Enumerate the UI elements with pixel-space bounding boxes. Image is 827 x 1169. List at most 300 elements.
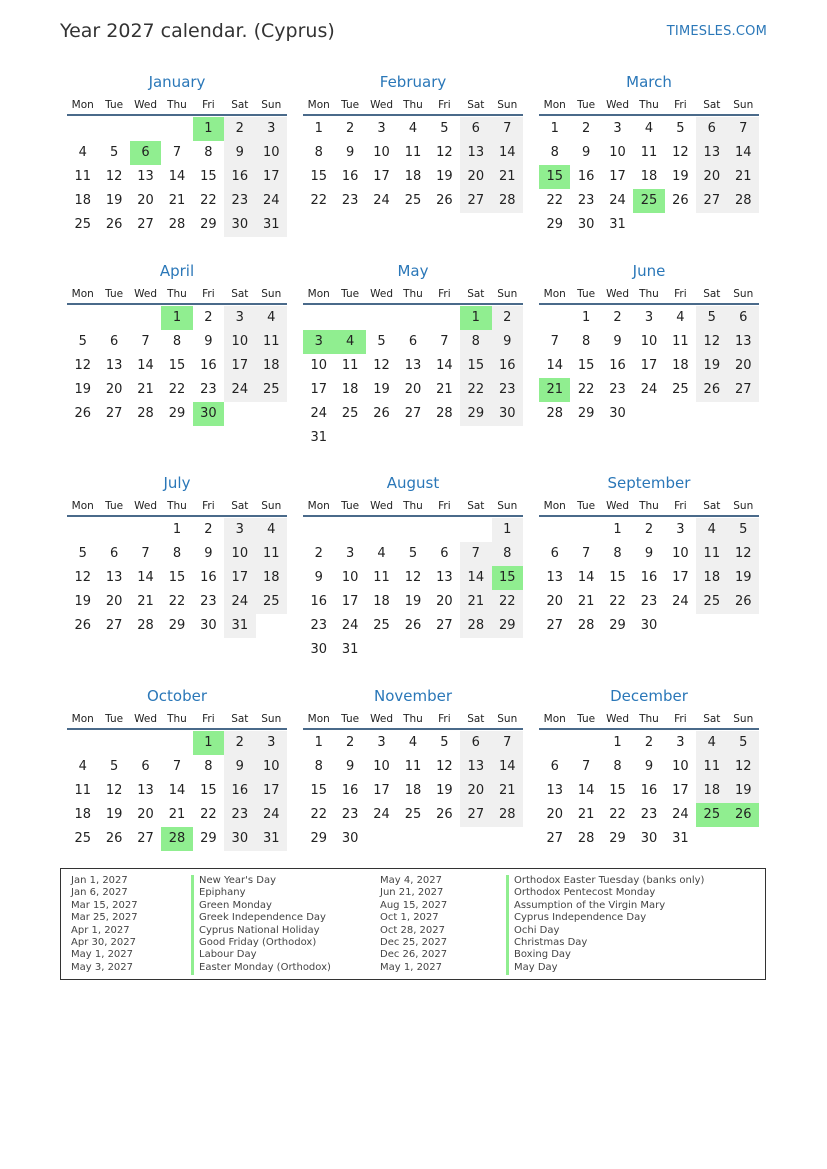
- day-cell: 20: [546, 594, 563, 609]
- empty-cell: [130, 518, 161, 542]
- weekday-label: Tue: [577, 288, 596, 300]
- legend-names-right: [514, 875, 704, 974]
- weekday-label: Mon: [543, 713, 566, 725]
- day-cell: 21: [539, 378, 570, 402]
- day-cell: 26: [105, 831, 123, 846]
- day-cell: 29: [168, 406, 186, 421]
- weekday-label: Sat: [467, 288, 485, 300]
- empty-cell: [98, 117, 129, 141]
- month-april: [67, 261, 287, 426]
- day-cell: 16: [200, 358, 217, 373]
- week-row: [67, 614, 287, 638]
- week-row: [539, 779, 759, 803]
- day-cell: 27: [696, 189, 727, 213]
- day-cell: 2: [644, 522, 654, 537]
- day-cell: 21: [577, 594, 595, 609]
- month-december: [539, 686, 759, 851]
- day-cell: 9: [644, 546, 654, 561]
- day-cell: 25: [74, 217, 91, 232]
- day-cell: 30: [640, 618, 658, 633]
- empty-cell: [303, 306, 334, 330]
- day-cell: 24: [640, 382, 658, 397]
- day-cell: 30: [310, 642, 327, 657]
- page-title: Year 2027 calendar. (Cyprus): [60, 20, 335, 42]
- day-cell: 30: [193, 402, 224, 426]
- day-cell: 2: [204, 310, 213, 325]
- week-row: [539, 402, 759, 426]
- day-cell: 4: [256, 518, 287, 542]
- legend-holiday-name: Boxing Day: [514, 949, 571, 961]
- day-cell: 28: [492, 803, 523, 827]
- day-cell: 1: [460, 306, 491, 330]
- weekday-label: Mon: [543, 99, 566, 111]
- day-cell: 22: [460, 378, 491, 402]
- legend-date: Mar 15, 2027: [71, 899, 138, 911]
- day-cell: 9: [204, 334, 213, 349]
- day-cell: 13: [436, 570, 453, 585]
- day-cell: 21: [137, 382, 154, 397]
- week-row: [303, 827, 523, 851]
- day-cell: 10: [256, 755, 287, 779]
- weekday-label: Thu: [403, 713, 423, 725]
- day-cell: 18: [256, 566, 287, 590]
- empty-cell: [696, 402, 727, 426]
- week-row: [67, 213, 287, 237]
- day-cell: 15: [168, 570, 186, 585]
- empty-cell: [460, 638, 491, 662]
- day-cell: 27: [436, 618, 453, 633]
- day-cell: 3: [676, 522, 685, 537]
- day-cell: 24: [373, 807, 390, 822]
- day-cell: 13: [546, 783, 563, 798]
- weekday-label: Fri: [674, 713, 687, 725]
- weekday-label: Fri: [438, 713, 451, 725]
- week-row: [67, 803, 287, 827]
- empty-cell: [130, 306, 161, 330]
- day-cell: 24: [672, 594, 689, 609]
- day-cell: 17: [224, 566, 255, 590]
- month-july: [67, 473, 287, 638]
- holiday-legend: [60, 868, 766, 980]
- week-row: [539, 189, 759, 213]
- week-row: [303, 402, 523, 426]
- weekday-label: Thu: [639, 713, 659, 725]
- day-cell: 3: [303, 330, 334, 354]
- day-cell: 6: [109, 334, 119, 349]
- weekday-label: Wed: [606, 713, 629, 725]
- week-row: [67, 827, 287, 851]
- day-cell: 6: [109, 546, 119, 561]
- site-link[interactable]: TIMESLES.COM: [666, 24, 767, 39]
- day-cell: 9: [613, 334, 622, 349]
- day-cell: 23: [492, 378, 523, 402]
- day-cell: 3: [345, 546, 355, 561]
- day-cell: 21: [168, 193, 186, 208]
- weekday-label: Sat: [703, 500, 721, 512]
- empty-cell: [460, 827, 491, 851]
- day-cell: 5: [109, 145, 119, 160]
- weekday-label: Sat: [703, 288, 721, 300]
- day-cell: 25: [672, 382, 689, 397]
- day-cell: 2: [345, 121, 355, 136]
- legend-date: Oct 1, 2027: [380, 912, 439, 924]
- day-cell: 7: [550, 334, 559, 349]
- empty-cell: [429, 827, 460, 851]
- day-cell: 28: [436, 406, 453, 421]
- week-row: [539, 755, 759, 779]
- day-cell: 24: [373, 193, 390, 208]
- day-cell: 20: [105, 382, 123, 397]
- week-row: [67, 402, 287, 426]
- day-cell: 1: [613, 735, 622, 750]
- week-row: [67, 306, 287, 330]
- week-row: [67, 117, 287, 141]
- month-march: [539, 72, 759, 237]
- day-cell: 22: [200, 807, 217, 822]
- day-cell: 22: [577, 382, 595, 397]
- day-cell: 10: [341, 570, 359, 585]
- day-cell: 23: [224, 803, 255, 827]
- weekday-header: [67, 285, 287, 305]
- empty-cell: [429, 518, 460, 542]
- day-cell: 11: [640, 145, 658, 160]
- legend-dates-right: [380, 875, 447, 974]
- day-cell: 8: [492, 542, 523, 566]
- day-cell: 8: [204, 145, 213, 160]
- weekday-label: Sun: [497, 713, 518, 725]
- legend-holiday-name: May Day: [514, 961, 558, 973]
- week-row: [539, 731, 759, 755]
- legend-date: Jan 6, 2027: [71, 887, 128, 899]
- weekday-label: Thu: [639, 288, 659, 300]
- day-cell: 18: [341, 382, 359, 397]
- day-cell: 2: [224, 117, 255, 141]
- day-cell: 19: [728, 779, 759, 803]
- week-row: [303, 141, 523, 165]
- empty-cell: [130, 731, 161, 755]
- weekday-label: Sun: [733, 99, 754, 111]
- day-cell: 30: [224, 213, 255, 237]
- day-cell: 9: [345, 145, 355, 160]
- day-cell: 16: [224, 165, 255, 189]
- day-cell: 14: [492, 141, 523, 165]
- day-cell: 31: [609, 217, 626, 232]
- legend-holiday-name: Orthodox Easter Tuesday (banks only): [514, 875, 705, 886]
- week-row: [67, 189, 287, 213]
- day-cell: 31: [310, 430, 327, 445]
- weekday-label: Fri: [438, 500, 451, 512]
- day-cell: 20: [404, 382, 422, 397]
- weekday-label: Sun: [261, 500, 282, 512]
- day-cell: 16: [341, 783, 359, 798]
- day-cell: 26: [373, 406, 390, 421]
- week-row: [539, 590, 759, 614]
- day-cell: 25: [373, 618, 390, 633]
- weekday-label: Mon: [71, 99, 94, 111]
- day-cell: 25: [404, 193, 422, 208]
- day-cell: 3: [377, 121, 386, 136]
- week-row: [539, 542, 759, 566]
- day-cell: 15: [200, 783, 217, 798]
- day-cell: 23: [609, 382, 626, 397]
- empty-cell: [256, 614, 287, 638]
- empty-cell: [397, 638, 428, 662]
- weekday-label: Tue: [577, 500, 596, 512]
- day-cell: 18: [672, 358, 689, 373]
- day-cell: 30: [609, 406, 626, 421]
- day-cell: 16: [609, 358, 626, 373]
- weekday-label: Sat: [467, 500, 485, 512]
- legend-divider-left: [191, 875, 194, 975]
- day-cell: 8: [613, 546, 622, 561]
- day-cell: 7: [492, 117, 523, 141]
- weekday-label: Wed: [134, 500, 157, 512]
- weekday-label: Fri: [202, 500, 215, 512]
- day-cell: 11: [696, 542, 727, 566]
- day-cell: 16: [577, 169, 595, 184]
- weekday-label: Tue: [341, 99, 360, 111]
- weekday-label: Sun: [497, 99, 518, 111]
- empty-cell: [67, 518, 98, 542]
- weekday-label: Sat: [231, 99, 249, 111]
- day-cell: 26: [404, 618, 422, 633]
- day-cell: 4: [78, 145, 87, 160]
- day-cell: 27: [460, 189, 491, 213]
- day-cell: 1: [613, 522, 622, 537]
- day-cell: 9: [345, 759, 355, 774]
- day-cell: 17: [672, 783, 689, 798]
- empty-cell: [665, 402, 696, 426]
- day-cell: 15: [460, 354, 491, 378]
- day-cell: 26: [672, 193, 689, 208]
- day-cell: 6: [696, 117, 727, 141]
- empty-cell: [539, 306, 570, 330]
- month-may: [303, 261, 523, 450]
- weekday-label: Mon: [71, 288, 94, 300]
- day-cell: 28: [460, 614, 491, 638]
- day-cell: 18: [256, 354, 287, 378]
- day-cell: 14: [546, 358, 563, 373]
- month-name: October: [146, 687, 208, 705]
- weekday-header: [539, 710, 759, 730]
- weekday-label: Tue: [341, 500, 360, 512]
- day-cell: 30: [640, 831, 658, 846]
- day-cell: 17: [310, 382, 327, 397]
- day-cell: 14: [137, 358, 154, 373]
- day-cell: 12: [436, 145, 453, 160]
- legend-holiday-name: Orthodox Pentecost Monday: [514, 887, 656, 899]
- empty-cell: [696, 827, 727, 851]
- day-cell: 18: [373, 594, 390, 609]
- legend-date: Apr 30, 2027: [71, 936, 137, 948]
- day-cell: 1: [193, 731, 224, 755]
- empty-cell: [224, 402, 255, 426]
- day-cell: 1: [161, 306, 192, 330]
- day-cell: 10: [373, 759, 390, 774]
- weekday-label: Mon: [71, 713, 94, 725]
- day-cell: 13: [728, 330, 759, 354]
- day-cell: 14: [577, 570, 595, 585]
- day-cell: 23: [200, 594, 217, 609]
- empty-cell: [67, 306, 98, 330]
- day-cell: 26: [105, 217, 123, 232]
- week-row: [303, 566, 523, 590]
- day-cell: 10: [373, 145, 390, 160]
- day-cell: 18: [404, 783, 422, 798]
- day-cell: 2: [644, 735, 654, 750]
- empty-cell: [98, 306, 129, 330]
- day-cell: 1: [314, 735, 323, 750]
- week-row: [303, 542, 523, 566]
- day-cell: 29: [460, 402, 491, 426]
- legend-holiday-name: Labour Day: [199, 949, 257, 961]
- legend-holiday-name: Greek Independence Day: [199, 912, 326, 924]
- day-cell: 8: [613, 759, 622, 774]
- day-cell: 22: [492, 590, 523, 614]
- legend-holiday-name: Cyprus Independence Day: [514, 912, 647, 924]
- day-cell: 7: [581, 759, 591, 774]
- day-cell: 23: [341, 193, 359, 208]
- day-cell: 18: [74, 807, 91, 822]
- day-cell: 8: [550, 145, 559, 160]
- day-cell: 25: [256, 590, 287, 614]
- empty-cell: [397, 518, 428, 542]
- week-row: [539, 165, 759, 189]
- day-cell: 23: [310, 618, 327, 633]
- day-cell: 26: [728, 590, 759, 614]
- weekday-label: Wed: [134, 713, 157, 725]
- day-cell: 10: [224, 330, 255, 354]
- day-cell: 27: [404, 406, 422, 421]
- day-cell: 5: [78, 546, 87, 561]
- empty-cell: [696, 213, 727, 237]
- day-cell: 2: [314, 546, 323, 561]
- day-cell: 10: [310, 358, 327, 373]
- weekday-header: [539, 497, 759, 517]
- day-cell: 14: [168, 783, 186, 798]
- day-cell: 12: [696, 330, 727, 354]
- day-cell: 9: [224, 755, 255, 779]
- day-cell: 7: [440, 334, 449, 349]
- week-row: [67, 518, 287, 542]
- weekday-label: Sun: [733, 500, 754, 512]
- week-row: [539, 378, 759, 402]
- weekday-label: Tue: [341, 713, 360, 725]
- day-cell: 21: [577, 807, 595, 822]
- empty-cell: [334, 518, 365, 542]
- day-cell: 19: [436, 783, 453, 798]
- day-cell: 22: [310, 193, 327, 208]
- weekday-label: Fri: [674, 500, 687, 512]
- day-cell: 22: [168, 594, 186, 609]
- day-cell: 15: [609, 783, 626, 798]
- day-cell: 12: [105, 783, 123, 798]
- week-row: [67, 330, 287, 354]
- month-november: [303, 686, 523, 851]
- day-cell: 21: [436, 382, 453, 397]
- day-cell: 25: [74, 831, 91, 846]
- legend-names-left: [199, 875, 331, 974]
- day-cell: 4: [334, 330, 365, 354]
- day-cell: 6: [460, 117, 491, 141]
- day-cell: 19: [728, 566, 759, 590]
- legend-divider-right: [506, 875, 509, 975]
- weekday-label: Wed: [134, 99, 157, 111]
- day-cell: 2: [492, 306, 523, 330]
- week-row: [539, 330, 759, 354]
- day-cell: 17: [224, 354, 255, 378]
- weekday-label: Sun: [261, 713, 282, 725]
- day-cell: 8: [460, 330, 491, 354]
- day-cell: 28: [137, 618, 154, 633]
- day-cell: 26: [696, 378, 727, 402]
- week-row: [67, 354, 287, 378]
- weekday-label: Thu: [403, 99, 423, 111]
- day-cell: 12: [373, 358, 390, 373]
- empty-cell: [492, 638, 523, 662]
- day-cell: 29: [609, 831, 626, 846]
- weekday-label: Wed: [606, 99, 629, 111]
- weekday-label: Fri: [202, 288, 215, 300]
- weekday-label: Wed: [370, 99, 393, 111]
- weekday-header: [303, 285, 523, 305]
- day-cell: 10: [256, 141, 287, 165]
- day-cell: 12: [728, 755, 759, 779]
- day-cell: 18: [640, 169, 658, 184]
- legend-date: Mar 25, 2027: [71, 912, 138, 924]
- week-row: [303, 779, 523, 803]
- empty-cell: [366, 638, 397, 662]
- weekday-label: Thu: [639, 99, 659, 111]
- day-cell: 1: [314, 121, 323, 136]
- day-cell: 28: [161, 827, 192, 851]
- weekday-header: [67, 96, 287, 116]
- week-row: [67, 378, 287, 402]
- empty-cell: [67, 117, 98, 141]
- day-cell: 13: [404, 358, 422, 373]
- day-cell: 21: [460, 590, 491, 614]
- day-cell: 22: [168, 382, 186, 397]
- day-cell: 22: [546, 193, 563, 208]
- day-cell: 20: [105, 594, 123, 609]
- day-cell: 17: [373, 169, 390, 184]
- day-cell: 17: [256, 779, 287, 803]
- weekday-label: Sun: [497, 500, 518, 512]
- day-cell: 7: [141, 334, 150, 349]
- empty-cell: [397, 827, 428, 851]
- day-cell: 21: [728, 165, 759, 189]
- empty-cell: [67, 731, 98, 755]
- weekday-label: Mon: [307, 288, 330, 300]
- week-row: [303, 638, 523, 662]
- weekday-label: Sat: [703, 713, 721, 725]
- day-cell: 20: [137, 807, 154, 822]
- weekday-label: Wed: [370, 500, 393, 512]
- day-cell: 11: [256, 330, 287, 354]
- day-cell: 9: [492, 330, 523, 354]
- week-row: [539, 803, 759, 827]
- week-row: [67, 731, 287, 755]
- day-cell: 19: [373, 382, 390, 397]
- day-cell: 6: [460, 731, 491, 755]
- day-cell: 14: [137, 570, 154, 585]
- weekday-label: Fri: [202, 713, 215, 725]
- day-cell: 29: [200, 831, 217, 846]
- empty-cell: [161, 731, 192, 755]
- day-cell: 7: [141, 546, 150, 561]
- day-cell: 23: [341, 807, 359, 822]
- day-cell: 11: [404, 759, 422, 774]
